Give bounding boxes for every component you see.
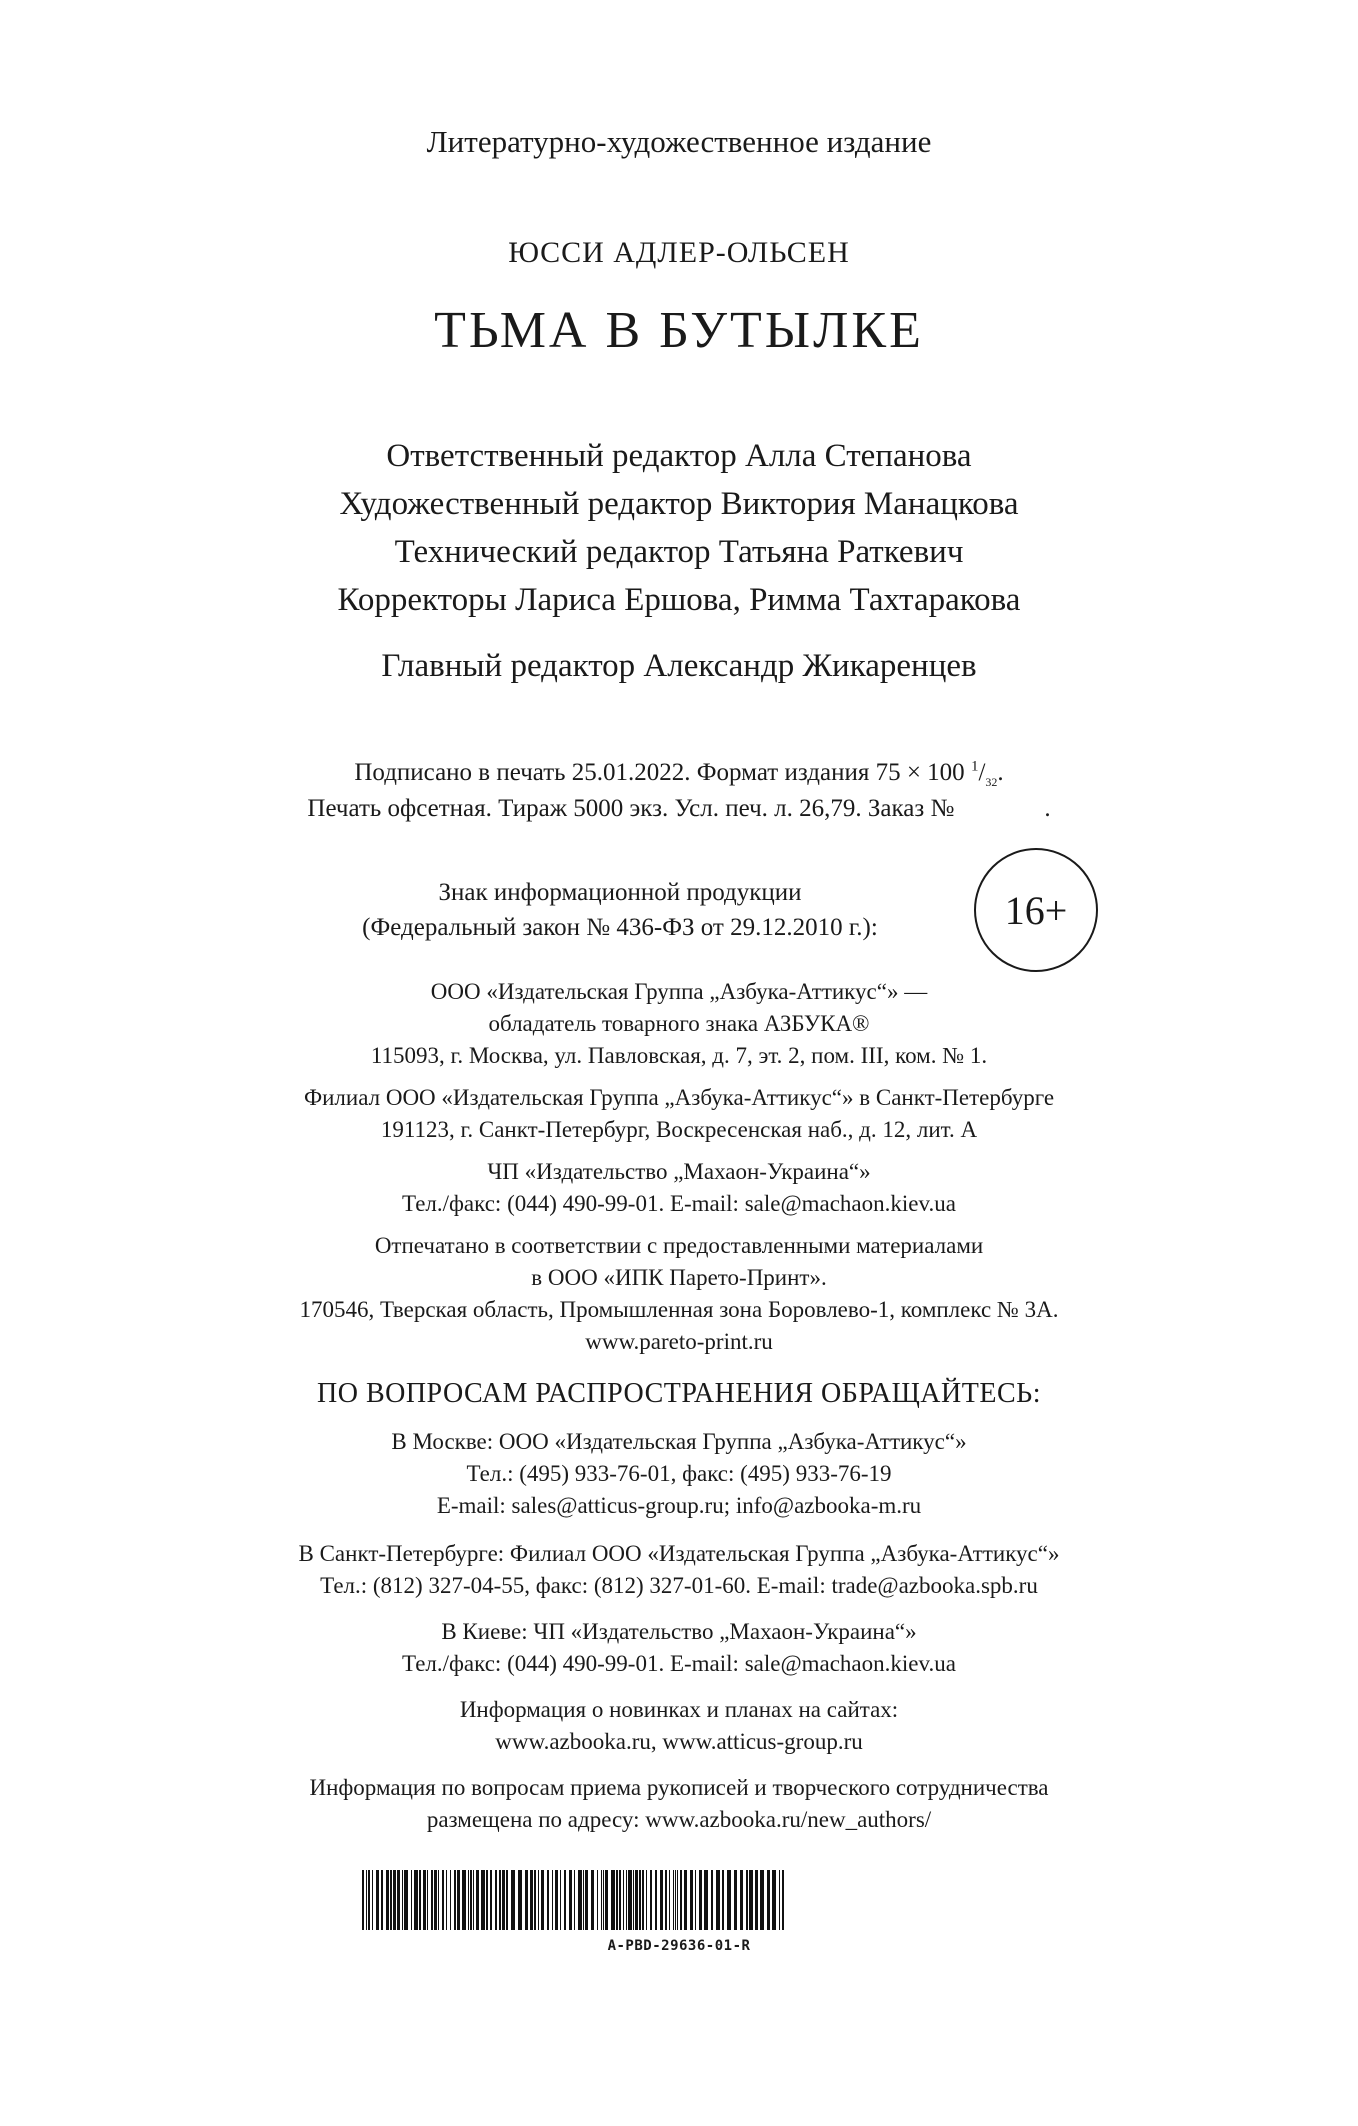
barcode-bar	[772, 1870, 776, 1930]
barcode-bar	[585, 1870, 588, 1930]
barcode-bar	[419, 1870, 421, 1930]
barcode-bar	[366, 1870, 367, 1930]
barcode-bar	[427, 1870, 428, 1930]
barcode-bar	[646, 1870, 647, 1930]
barcode-bar	[450, 1870, 451, 1930]
barcode-bar	[486, 1870, 488, 1930]
barcode-bar	[623, 1870, 624, 1930]
proofreaders: Корректоры Лариса Ершова, Римма Тахтаракова	[337, 582, 1021, 618]
barcode-bar	[372, 1870, 373, 1930]
barcode	[360, 1870, 788, 1930]
barcode-text: A-PBD-29636-01-R	[607, 1938, 751, 1954]
age-note-line-1: Знак информационной продукции	[438, 879, 802, 906]
barcode-bar	[530, 1870, 533, 1930]
barcode-bar	[386, 1870, 389, 1930]
barcode-bar	[376, 1870, 379, 1930]
barcode-bar	[560, 1870, 561, 1930]
barcode-bar	[578, 1870, 582, 1930]
barcode-bar	[655, 1870, 657, 1930]
barcode-bar	[695, 1870, 696, 1930]
barcode-bar	[716, 1870, 720, 1930]
barcode-bar	[368, 1870, 370, 1930]
spb-line-2: Тел.: (812) 327-04-55, факс: (812) 327-01-60. E-mail: trade@azbooka.spb.ru	[320, 1573, 1038, 1598]
chief-editor: Главный редактор Александр Жикаренцев	[381, 648, 977, 684]
age-rating-badge	[974, 848, 1098, 972]
barcode-bar	[727, 1870, 731, 1930]
barcode-bar	[690, 1870, 693, 1930]
imprint-line-1-text: Подписано в печать 25.01.2022. Формат издания 75 × 100	[354, 759, 965, 786]
barcode-bar	[628, 1870, 632, 1930]
barcode-bar	[547, 1870, 549, 1930]
barcode-bar	[411, 1870, 412, 1930]
barcode-bar	[746, 1870, 748, 1930]
barcode-bar	[603, 1870, 604, 1930]
ukraine-line-2: Тел./факс: (044) 490-99-01. E-mail: sale@machaon.kiev.ua	[402, 1191, 956, 1216]
age-rating-value: 16+	[1004, 887, 1068, 933]
barcode-bar	[699, 1870, 702, 1930]
barcode-bar	[635, 1870, 638, 1930]
barcode-bar	[601, 1870, 602, 1930]
barcode-bar	[476, 1870, 479, 1930]
barcode-bar	[462, 1870, 466, 1930]
publisher-address: 115093, г. Москва, ул. Павловская, д. 7, эт. 2, пом. III, ком. № 1.	[370, 1043, 988, 1068]
barcode-bar	[722, 1870, 724, 1930]
printer-website: www.pareto-print.ru	[585, 1329, 773, 1354]
barcode-bar	[362, 1870, 364, 1930]
technical-editor: Технический редактор Татьяна Раткевич	[394, 534, 964, 570]
barcode-bar	[782, 1870, 784, 1930]
ukraine-line-1: ЧП «Издательство „Махаон-Украина“»	[487, 1159, 871, 1184]
barcode-bar	[619, 1870, 621, 1930]
barcode-bar	[468, 1870, 469, 1930]
barcode-bar	[390, 1870, 392, 1930]
author-name: ЮССИ АДЛЕР-ОЛЬСЕН	[508, 236, 850, 269]
publisher-line-2: обладатель товарного знака АЗБУКА®	[488, 1011, 870, 1036]
barcode-bar	[438, 1870, 439, 1930]
moscow-line-2: Тел.: (495) 933-76-01, факс: (495) 933-76-19	[466, 1461, 892, 1486]
barcode-bar	[574, 1870, 575, 1930]
barcode-bar	[734, 1870, 737, 1930]
kiev-line-2: Тел./факс: (044) 490-99-01. E-mail: sale@machaon.kiev.ua	[402, 1651, 956, 1676]
barcode-bar	[650, 1870, 652, 1930]
barcode-bar	[591, 1870, 594, 1930]
moscow-line-3: E-mail: sales@atticus-group.ru; info@azbooka-m.ru	[436, 1493, 922, 1518]
barcode-bar	[511, 1870, 515, 1930]
barcode-bar	[446, 1870, 447, 1930]
barcode-bar	[454, 1870, 456, 1930]
barcode-bar	[431, 1870, 433, 1930]
barcode-bar	[555, 1870, 558, 1930]
barcode-bar	[481, 1870, 485, 1930]
art-editor: Художественный редактор Виктория Манацкова	[339, 486, 1019, 522]
barcode-bar	[616, 1870, 618, 1930]
websites-line-2: www.azbooka.ru, www.atticus-group.ru	[495, 1729, 863, 1754]
printer-address: 170546, Тверская область, Промышленная зона Боровлево-1, комплекс № 3А.	[299, 1297, 1059, 1322]
imprint-line-2	[0, 796, 1358, 821]
barcode-bar	[760, 1870, 764, 1930]
barcode-bar	[642, 1870, 644, 1930]
barcode-bar	[404, 1870, 408, 1930]
barcode-bar	[665, 1870, 667, 1930]
barcode-bar	[470, 1870, 472, 1930]
barcode-bar	[611, 1870, 615, 1930]
barcode-bar	[669, 1870, 670, 1930]
barcode-bar	[626, 1870, 627, 1930]
barcode-bar	[767, 1870, 770, 1930]
barcode-bar	[660, 1870, 663, 1930]
barcode-bar	[525, 1870, 528, 1930]
publisher-line-1: ООО «Издательская Группа „Азбука-Аттикус“» —	[430, 979, 928, 1004]
barcode-bar	[639, 1870, 641, 1930]
moscow-line-1: В Москве: ООО «Издательская Группа „Азбука-Аттикус“»	[391, 1429, 967, 1454]
barcode-bar	[740, 1870, 743, 1930]
format-fraction-numerator: 1	[970, 758, 979, 775]
websites-line-1: Информация о новинках и планах на сайтах:	[459, 1697, 899, 1722]
barcode-bar	[495, 1870, 497, 1930]
barcode-bar	[457, 1870, 460, 1930]
barcode-bar	[749, 1870, 753, 1930]
manuscripts-line-2: размещена по адресу: www.azbooka.ru/new_authors/	[426, 1807, 932, 1832]
barcode-bar	[597, 1870, 598, 1930]
barcode-bar	[397, 1870, 400, 1930]
barcode-bar	[506, 1870, 508, 1930]
printer-line-2: в ООО «ИПК Парето-Принт».	[531, 1265, 827, 1290]
barcode-bar	[779, 1870, 780, 1930]
imprint-line-1-end: .	[997, 759, 1004, 786]
barcode-bar	[490, 1870, 492, 1930]
barcode-bar	[381, 1870, 383, 1930]
barcode-bar	[569, 1870, 572, 1930]
barcode-bar	[675, 1870, 676, 1930]
barcode-bar	[499, 1870, 501, 1930]
kiev-line-1: В Киеве: ЧП «Издательство „Махаон-Украина“»	[441, 1619, 917, 1644]
barcode-bar	[552, 1870, 553, 1930]
barcode-bar	[423, 1870, 426, 1930]
barcode-bar	[473, 1870, 474, 1930]
barcode-bar	[583, 1870, 584, 1930]
barcode-bar	[711, 1870, 713, 1930]
age-rating-note	[290, 876, 950, 945]
manuscripts-line-1: Информация по вопросам приема рукописей и творческого сотрудничества	[309, 1775, 1049, 1800]
barcode-bar	[704, 1870, 708, 1930]
barcode-bar	[633, 1870, 634, 1930]
imprint-line-2-text: Печать офсетная. Тираж 5000 экз. Усл. печ. л. 26,79. Заказ №	[307, 795, 955, 822]
barcode-bar	[538, 1870, 539, 1930]
barcode-bar	[677, 1870, 678, 1930]
barcode-bar	[518, 1870, 522, 1930]
branch-spb-line-2: 191123, г. Санкт-Петербург, Воскресенская наб., д. 12, лит. А	[380, 1117, 978, 1142]
barcode-bar	[680, 1870, 682, 1930]
barcode-bar	[414, 1870, 418, 1930]
imprint-line-1: Подписано в печать 25.01.2022. Формат издания 75 × 100 $^1/_{32}$.	[354, 758, 1004, 789]
series-line: Литературно-художественное издание	[426, 124, 932, 159]
barcode-bar	[564, 1870, 566, 1930]
spb-line-1: В Санкт-Петербурге: Филиал ООО «Издательская Группа „Азбука-Аттикус“»	[298, 1541, 1060, 1566]
age-note-line-2: (Федеральный закон № 436-ФЗ от 29.12.2010 г.):	[362, 913, 878, 941]
barcode-bar	[402, 1870, 403, 1930]
barcode-bar	[534, 1870, 536, 1930]
printer-line-1: Отпечатано в соответствии с предоставленными материалами	[374, 1233, 984, 1258]
barcode-bar	[434, 1870, 437, 1930]
barcode-bar	[393, 1870, 396, 1930]
barcode-bar	[502, 1870, 505, 1930]
barcode-bar	[605, 1870, 608, 1930]
responsible-editor: Ответственный редактор Алла Степанова	[386, 438, 972, 474]
barcode-bar	[442, 1870, 444, 1930]
branch-spb-line-1: Филиал ООО «Издательская Группа „Азбука-Аттикус“» в Санкт-Петербурге	[303, 1085, 1055, 1110]
barcode-bar	[684, 1870, 687, 1930]
barcode-bar	[673, 1870, 674, 1930]
barcode-bar	[755, 1870, 758, 1930]
book-title: ТЬМА В БУТЫЛКЕ	[434, 302, 924, 359]
barcode-bar	[541, 1870, 544, 1930]
imprint-line-2-end: .	[1044, 795, 1051, 822]
distribution-header: ПО ВОПРОСАМ РАСПРОСТРАНЕНИЯ ОБРАЩАЙТЕСЬ:	[317, 1378, 1041, 1409]
format-fraction-denominator: 32	[985, 775, 998, 789]
